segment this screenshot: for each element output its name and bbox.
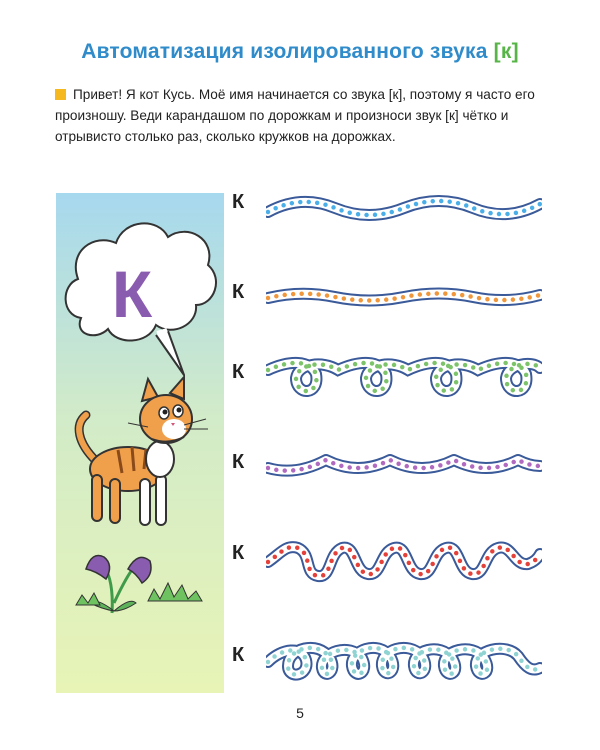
dotted-track-5[interactable] — [266, 532, 542, 586]
page-title — [0, 40, 600, 64]
title-text: Автоматизация изолированного звука — [81, 40, 488, 63]
dotted-track-2[interactable] — [266, 282, 542, 312]
illustration-svg — [56, 193, 224, 693]
page-number: 5 — [296, 705, 304, 721]
bullet-icon — [55, 89, 66, 100]
bubble-letter: К — [111, 257, 153, 331]
dotted-track-3[interactable] — [266, 352, 542, 404]
track-letter-1: К — [232, 191, 245, 213]
dotted-track-4[interactable] — [266, 448, 542, 482]
track-letter-3: К — [232, 361, 245, 383]
track-letter-6: К — [232, 644, 245, 666]
dotted-track-1[interactable] — [266, 188, 542, 228]
track-letter-4: К — [232, 451, 245, 473]
instruction-paragraph — [55, 84, 540, 147]
track-letter-2: К — [232, 281, 245, 303]
instruction-text: Привет! Я кот Кусь. Моё имя начинается со звука [к], поэтому я часто его произношу. Веди карандашом по дорожкам и произноси звук [к] чётко и отрывисто столько раз, сколько кружков на дорожках. — [55, 87, 535, 144]
cat-illustration — [56, 193, 224, 693]
title-sound: [к] — [493, 40, 519, 63]
track-letter-5: К — [232, 542, 245, 564]
dotted-track-6[interactable] — [266, 628, 542, 692]
